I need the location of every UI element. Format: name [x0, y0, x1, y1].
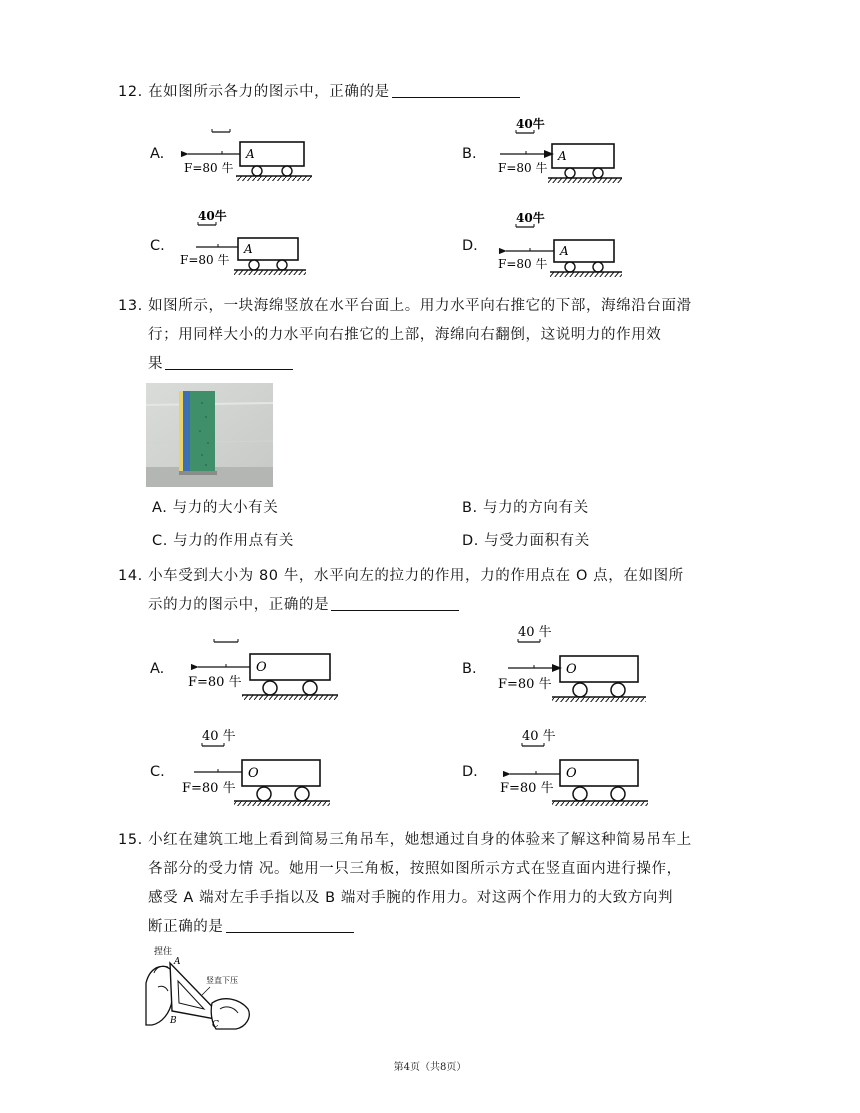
q13-option-d[interactable]: D. 与受力面积有关 — [462, 533, 590, 549]
svg-text:O: O — [566, 766, 577, 781]
q12-figure-a — [180, 118, 320, 192]
q13-option-b[interactable]: B. 与力的方向有关 — [462, 500, 589, 516]
q15-stem-line1: 15. 小红在建筑工地上看到简易三角吊车，她想通过自身的体验来了解这种简易吊车上 — [118, 832, 692, 848]
q12-b-scale-label: 40牛 — [516, 117, 545, 131]
q15-stem-line2: 各部分的受力情 况。她用一只三角板，按照如图所示方式在竖直面内进行操作， — [148, 861, 682, 877]
q14-c-force-label: F=80 牛 — [182, 781, 236, 796]
q13-sponge-photo — [146, 383, 273, 487]
q13-stem-line3: 果 — [148, 350, 293, 379]
q12-d-force-label: F=80 牛 — [498, 257, 548, 271]
q13-stem-line1: 13. 如图所示，一块海绵竖放在水平台面上。用力水平向右推它的下部，海绵沿台面滑 — [118, 298, 692, 314]
q14-option-c-label[interactable]: C. — [150, 764, 165, 780]
svg-text:O: O — [566, 662, 577, 677]
q15-label-b: B — [170, 1016, 177, 1026]
q14-figure-b — [494, 620, 654, 708]
q14-b-force-label: F=80 牛 — [498, 677, 552, 692]
q12-option-a-label[interactable]: A. — [150, 146, 165, 162]
q12-d-scale-label: 40牛 — [516, 211, 545, 225]
q15-triangle-figure — [140, 943, 258, 1035]
q15-label-grip: 捏住 — [154, 947, 173, 957]
q12-c-force-label: F=80 牛 — [180, 253, 230, 267]
svg-text:A: A — [558, 149, 567, 163]
svg-text:A: A — [560, 244, 569, 258]
q12-answer-blank[interactable] — [392, 81, 520, 98]
q14-option-b-label[interactable]: B. — [462, 661, 477, 677]
q15-label-c: C — [212, 1020, 219, 1030]
q12-b-force-label: F=80 牛 — [498, 161, 548, 175]
q12-stem: 12. 在如图所示各力的图示中，正确的是 — [118, 78, 520, 107]
q14-d-force-label: F=80 牛 — [500, 781, 554, 796]
q12-option-b-label[interactable]: B. — [462, 146, 477, 162]
svg-text:A: A — [244, 242, 253, 256]
q12-option-d-label[interactable]: D. — [462, 238, 478, 254]
q12-a-force-label: F=80 牛 — [184, 161, 234, 175]
q14-stem-line2: 示的力的图示中，正确的是 — [148, 591, 459, 620]
svg-text:O: O — [248, 766, 259, 781]
q13-option-a[interactable]: A. 与力的大小有关 — [152, 500, 279, 516]
q14-c-scale-label: 40 牛 — [202, 729, 236, 744]
q14-figure-d — [494, 724, 654, 812]
q12-figure-d — [494, 206, 634, 286]
q12-a-body-label: A — [246, 147, 255, 161]
q15-stem-line3: 感受 A 端对左手手指以及 B 端对手腕的作用力。对这两个作用力的大致方向判 — [148, 890, 674, 906]
q15-label-a: A — [174, 957, 181, 967]
q14-option-a-label[interactable]: A. — [150, 661, 165, 677]
q13-option-c[interactable]: C. 与力的作用点有关 — [152, 533, 294, 549]
q12-option-c-label[interactable]: C. — [150, 238, 165, 254]
q14-answer-blank[interactable] — [331, 594, 459, 611]
q14-figure-c — [176, 724, 336, 812]
q13-stem-line2: 行；用同样大小的力水平向右推它的上部，海绵向右翻倒，这说明力的作用效 — [148, 327, 662, 343]
q14-a-force-label: F=80 牛 — [188, 675, 242, 690]
q14-d-scale-label: 40 牛 — [522, 729, 556, 744]
q14-figure-a — [184, 634, 344, 714]
q12-figure-b — [492, 112, 632, 192]
page-footer: 第4页（共8页） — [393, 1062, 467, 1073]
q12-c-scale-label: 40牛 — [198, 209, 227, 223]
q15-label-press: 竖直下压 — [206, 976, 238, 985]
q13-answer-blank[interactable] — [165, 353, 293, 370]
q15-stem-line4: 断正确的是 — [148, 913, 354, 942]
q15-answer-blank[interactable] — [226, 916, 354, 933]
q12-figure-c — [178, 204, 318, 284]
q14-a-body-label: O — [256, 660, 267, 675]
q14-option-d-label[interactable]: D. — [462, 764, 478, 780]
q14-b-scale-label: 40 牛 — [518, 625, 552, 640]
q14-stem-line1: 14. 小车受到大小为 80 牛，水平向左的拉力的作用，力的作用点在 O 点，在如图所 — [118, 568, 684, 584]
